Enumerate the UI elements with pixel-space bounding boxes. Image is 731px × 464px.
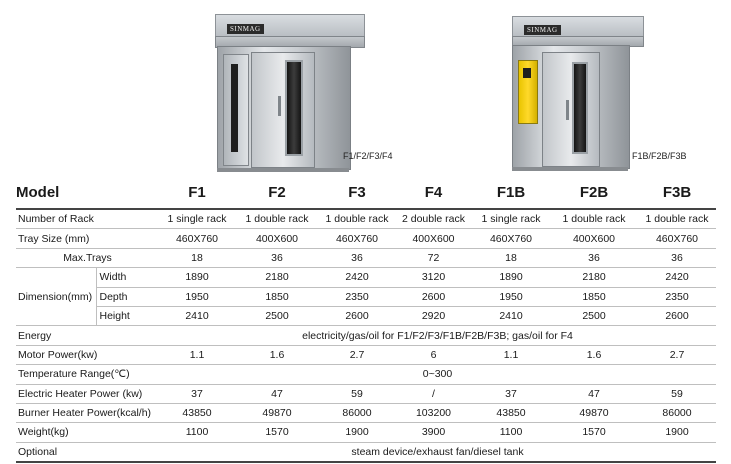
table-cell: 2.7 [638, 345, 716, 364]
table-row-depth [16, 287, 716, 306]
table-cell-merged: 0~300 [159, 365, 716, 384]
door-handle [566, 100, 569, 120]
table-cell: 2350 [319, 287, 395, 306]
table-cell: 400X600 [235, 229, 319, 248]
table-cell-merged: electricity/gas/oil for F1/F2/F3/F1B/F2B/F3B; gas/oil for F4 [159, 326, 716, 345]
table-cell: 18 [472, 248, 550, 267]
table-cell: 36 [235, 248, 319, 267]
table-cell: / [395, 384, 472, 403]
table-cell: 2410 [472, 306, 550, 325]
image-caption-right: F1B/F2B/F3B [632, 151, 687, 161]
table-cell: 2600 [638, 306, 716, 325]
table-cell: 86000 [638, 403, 716, 422]
table-cell: 18 [159, 248, 235, 267]
table-cell: 2600 [319, 306, 395, 325]
table-cell: 49870 [550, 403, 638, 422]
row-label: Burner Heater Power(kcal/h) [16, 403, 159, 422]
table-cell: 2420 [319, 268, 395, 287]
table-cell: 1570 [235, 423, 319, 442]
brand-logo: SINMAG [227, 24, 264, 34]
table-cell: 460X760 [472, 229, 550, 248]
table-cell: 2920 [395, 306, 472, 325]
row-label: Electric Heater Power (kw) [16, 384, 159, 403]
table-cell: 460X760 [319, 229, 395, 248]
table-cell: 36 [550, 248, 638, 267]
oven-image-f1-f4 [205, 14, 365, 174]
oven-window [572, 62, 588, 154]
table-cell: 2500 [550, 306, 638, 325]
table-cell: 2350 [638, 287, 716, 306]
table-cell: 1 double rack [550, 209, 638, 229]
table-row-rack [16, 209, 716, 229]
control-panel-strip [231, 64, 238, 152]
sub-row-label: Height [96, 306, 159, 325]
table-cell: 1900 [638, 423, 716, 442]
model-name: F2 [235, 176, 319, 209]
table-row-electric-heater [16, 384, 716, 403]
oven-window [285, 60, 303, 156]
row-label: Max.Trays [16, 248, 159, 267]
table-row-max-trays [16, 248, 716, 267]
oven-base [512, 167, 628, 171]
table-cell: 2420 [638, 268, 716, 287]
model-name: F4 [395, 176, 472, 209]
table-row-motor [16, 345, 716, 364]
oven-door [251, 52, 315, 168]
model-name: F3B [638, 176, 716, 209]
table-row-weight [16, 423, 716, 442]
door-handle [278, 96, 281, 116]
table-cell: 36 [319, 248, 395, 267]
row-label: Weight(kg) [16, 423, 159, 442]
table-header-row [16, 176, 716, 209]
table-row-height [16, 306, 716, 325]
table-cell: 400X600 [550, 229, 638, 248]
table-cell: 460X760 [638, 229, 716, 248]
table-cell: 36 [638, 248, 716, 267]
table-cell: 1 double rack [319, 209, 395, 229]
table-row-burner-heater [16, 403, 716, 422]
specification-table [16, 176, 716, 463]
table-cell: 1.6 [550, 345, 638, 364]
row-label: Energy [16, 326, 159, 345]
table-cell: 43850 [159, 403, 235, 422]
table-cell: 1100 [159, 423, 235, 442]
table-cell: 1 single rack [472, 209, 550, 229]
table-cell: 1.1 [159, 345, 235, 364]
table-cell: 6 [395, 345, 472, 364]
row-label: Optional [16, 442, 159, 462]
table-cell: 1100 [472, 423, 550, 442]
model-name: F1B [472, 176, 550, 209]
table-cell: 1890 [472, 268, 550, 287]
control-panel-display [523, 68, 531, 78]
table-cell: 1950 [472, 287, 550, 306]
table-cell: 2 double rack [395, 209, 472, 229]
model-name: F3 [319, 176, 395, 209]
row-label: Number of Rack [16, 209, 159, 229]
model-name: F1 [159, 176, 235, 209]
sub-row-label: Width [96, 268, 159, 287]
table-cell: 2180 [235, 268, 319, 287]
table-cell: 43850 [472, 403, 550, 422]
table-cell: 49870 [235, 403, 319, 422]
oven-base [217, 168, 349, 172]
table-cell: 103200 [395, 403, 472, 422]
table-cell: 47 [550, 384, 638, 403]
oven-image-f1b-f3b [500, 16, 650, 174]
table-cell: 2410 [159, 306, 235, 325]
table-cell: 1950 [159, 287, 235, 306]
sub-row-label: Depth [96, 287, 159, 306]
table-row-optional [16, 442, 716, 462]
model-header: Model [16, 176, 159, 209]
table-cell: 47 [235, 384, 319, 403]
table-cell: 1850 [235, 287, 319, 306]
table-row-tray-size [16, 229, 716, 248]
model-name: F2B [550, 176, 638, 209]
table-row-width [16, 268, 716, 287]
table-cell: 37 [159, 384, 235, 403]
table-cell: 1850 [550, 287, 638, 306]
table-cell: 400X600 [395, 229, 472, 248]
table-cell: 1 double rack [235, 209, 319, 229]
brand-logo: SINMAG [524, 25, 561, 35]
table-cell: 59 [638, 384, 716, 403]
table-cell: 1.1 [472, 345, 550, 364]
table-cell: 59 [319, 384, 395, 403]
row-label: Motor Power(kw) [16, 345, 159, 364]
table-row-energy [16, 326, 716, 345]
table-row-temperature [16, 365, 716, 384]
table-cell: 460X760 [159, 229, 235, 248]
table-cell: 72 [395, 248, 472, 267]
table-cell: 2600 [395, 287, 472, 306]
table-cell: 3900 [395, 423, 472, 442]
table-cell: 3120 [395, 268, 472, 287]
row-label-dimension: Dimension(mm) [16, 268, 96, 326]
table-cell: 86000 [319, 403, 395, 422]
table-cell: 1.6 [235, 345, 319, 364]
table-cell: 1 single rack [159, 209, 235, 229]
table-cell: 1570 [550, 423, 638, 442]
table-cell: 2180 [550, 268, 638, 287]
table-cell: 1 double rack [638, 209, 716, 229]
table-cell: 2.7 [319, 345, 395, 364]
image-caption-left: F1/F2/F3/F4 [343, 151, 393, 161]
table-cell: 2500 [235, 306, 319, 325]
table-cell-merged: steam device/exhaust fan/diesel tank [159, 442, 716, 462]
table-cell: 1890 [159, 268, 235, 287]
row-label: Tray Size (mm) [16, 229, 159, 248]
table-cell: 37 [472, 384, 550, 403]
row-label: Temperature Range(℃) [16, 365, 159, 384]
table-cell: 1900 [319, 423, 395, 442]
oven-door [542, 52, 600, 167]
